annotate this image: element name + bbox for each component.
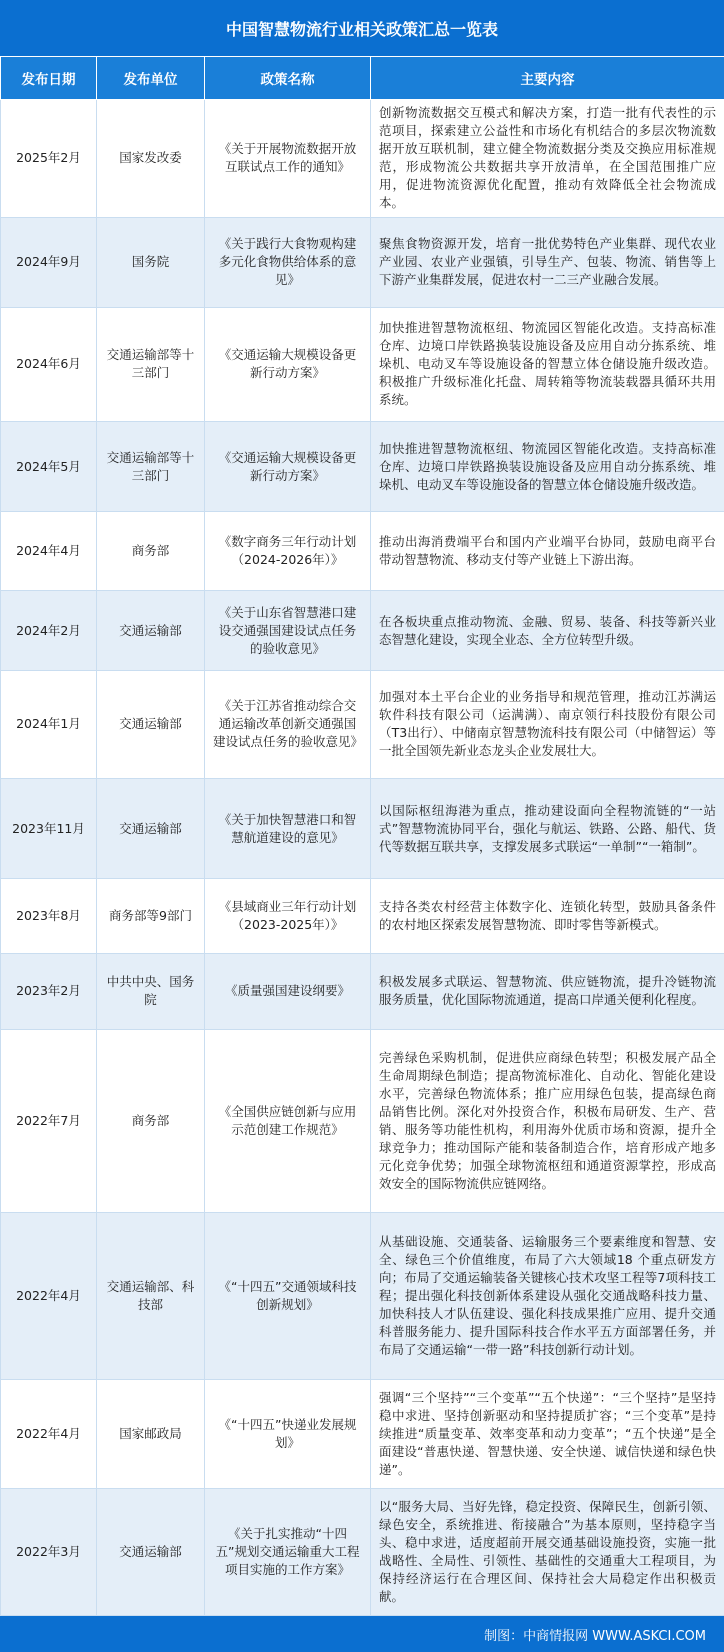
cell-content: 完善绿色采购机制，促进供应商绿色转型；积极发展产品全生命周期绿色制造；提高物流标准化、自动化、智能化建设水平，完善绿色物流体系；推广应用绿色包装，提高绿色商品销售比例。深化对外投资合作，积极布局研发、生产、营销、服务等功能性机构，利用海外优质市场和资源，提升全球竞争力；推动国际产能和装备制造合作，培育形成产地多元化竞争优势；加强全球物流枢纽和通道资源掌控，形成高效安全的国际物流供应链网络。 [371, 1029, 724, 1213]
cell-org: 交通运输部 [97, 591, 205, 670]
table-row [1, 1488, 724, 1615]
cell-content: 加快推进智慧物流枢纽、物流园区智能化改造。支持高标准仓库、边境口岸铁路换装设施设备及应用自动分拣系统、堆垛机、电动叉车等设施设备的智慧立体仓储设施升级改造。积极推广升级标准化托盘、周转箱等物流装载器具循环共用系统。 [371, 307, 724, 422]
cell-org: 交通运输部等十三部门 [97, 422, 205, 512]
cell-date: 2022年4月 [1, 1380, 97, 1489]
cell-policy-name: 《县域商业三年行动计划（2023-2025年）》 [205, 879, 371, 954]
cell-content: 积极发展多式联运、智慧物流、供应链物流，提升冷链物流服务质量，优化国际物流通道，提高口岸通关便利化程度。 [371, 954, 724, 1029]
cell-policy-name: 《关于加快智慧港口和智慧航道建设的意见》 [205, 779, 371, 879]
cell-policy-name: 《“十四五”快递业发展规划》 [205, 1380, 371, 1489]
cell-date: 2023年11月 [1, 779, 97, 879]
table-row [1, 1029, 724, 1213]
cell-content: 在各板块重点推动物流、金融、贸易、装备、科技等新兴业态智慧化建设，实现全业态、全方位转型升级。 [371, 591, 724, 670]
policy-table [0, 56, 724, 1616]
cell-date: 2024年2月 [1, 591, 97, 670]
cell-org: 国家发改委 [97, 100, 205, 218]
cell-content: 支持各类农村经营主体数字化、连锁化转型，鼓励具备条件的农村地区探索发展智慧物流、即时零售等新模式。 [371, 879, 724, 954]
cell-content: 强调“三个坚持”“三个变革”“五个快递”：“三个坚持”是坚持稳中求进、坚持创新驱动和坚持提质扩容；“三个变革”是持续推进“质量变革、效率变革和动力变革”；“五个快递”是全面建设“普惠快递、智慧快递、安全快递、诚信快递和绿色快递”。 [371, 1380, 724, 1489]
cell-policy-name: 《关于山东省智慧港口建设交通强国建设试点任务的验收意见》 [205, 591, 371, 670]
table-row [1, 217, 724, 307]
cell-content: 加快推进智慧物流枢纽、物流园区智能化改造。支持高标准仓库、边境口岸铁路换装设施设备及应用自动分拣系统、堆垛机、电动叉车等设施设备的智慧立体仓储设施升级改造。 [371, 422, 724, 512]
table-row [1, 512, 724, 591]
cell-date: 2023年8月 [1, 879, 97, 954]
table-row [1, 779, 724, 879]
cell-date: 2024年1月 [1, 670, 97, 779]
header-content: 主要内容 [371, 57, 724, 100]
cell-content: 加强对本土平台企业的业务指导和规范管理，推动江苏满运软件科技有限公司（运满满）、南京领行科技股份有限公司（T3出行）、中储南京智慧物流科技有限公司（中储智运）等一批全国领先新业态龙头企业发展壮大。 [371, 670, 724, 779]
cell-content: 聚焦食物资源开发，培育一批优势特色产业集群、现代农业产业园、农业产业强镇，引导生产、包装、物流、销售等上下游产业集群发展，促进农村一二三产业融合发展。 [371, 217, 724, 307]
cell-org: 交通运输部 [97, 670, 205, 779]
cell-policy-name: 《关于江苏省推动综合交通运输改革创新交通强国建设试点任务的验收意见》 [205, 670, 371, 779]
table-row [1, 670, 724, 779]
table-row [1, 879, 724, 954]
page-title: 中国智慧物流行业相关政策汇总一览表 [0, 0, 724, 56]
cell-policy-name: 《质量强国建设纲要》 [205, 954, 371, 1029]
cell-policy-name: 《“十四五”交通领域科技创新规划》 [205, 1213, 371, 1380]
table-row [1, 1380, 724, 1489]
cell-date: 2024年4月 [1, 512, 97, 591]
cell-org: 国家邮政局 [97, 1380, 205, 1489]
table-row [1, 422, 724, 512]
cell-policy-name: 《关于扎实推动“十四五”规划交通运输重大工程项目实施的工作方案》 [205, 1488, 371, 1615]
cell-policy-name: 《交通运输大规模设备更新行动方案》 [205, 307, 371, 422]
cell-policy-name: 《全国供应链创新与应用示范创建工作规范》 [205, 1029, 371, 1213]
table-row [1, 307, 724, 422]
table-row [1, 954, 724, 1029]
cell-org: 商务部等9部门 [97, 879, 205, 954]
table-row [1, 591, 724, 670]
cell-policy-name: 《交通运输大规模设备更新行动方案》 [205, 422, 371, 512]
cell-org: 交通运输部 [97, 1488, 205, 1615]
cell-org: 交通运输部 [97, 779, 205, 879]
header-name: 政策名称 [205, 57, 371, 100]
table-row [1, 1213, 724, 1380]
table-row [1, 100, 724, 218]
cell-content: 以“服务大局、当好先锋，稳定投资、保障民生，创新引领、绿色安全，系统推进、衔接融合”为基本原则，坚持稳字当头、稳中求进，适度超前开展交通基础设施投资，实施一批战略性、全局性、引领性、基础性的交通重大工程项目，为保持经济运行在合理区间、保持社会大局稳定作出积极贡献。 [371, 1488, 724, 1615]
cell-org: 商务部 [97, 1029, 205, 1213]
cell-org: 交通运输部等十三部门 [97, 307, 205, 422]
cell-date: 2024年9月 [1, 217, 97, 307]
header-org: 发布单位 [97, 57, 205, 100]
cell-date: 2023年2月 [1, 954, 97, 1029]
cell-org: 中共中央、国务院 [97, 954, 205, 1029]
table-header-row [1, 57, 724, 100]
cell-content: 创新物流数据交互模式和解决方案，打造一批有代表性的示范项目，探索建立公益性和市场化有机结合的多层次物流数据开放互联机制，建立健全物流数据分类及交换应用标准规范，形成物流公共数据共享开放清单，在全国范围推广应用，促进物流资源优化配置，推动有效降低全社会物流成本。 [371, 100, 724, 218]
cell-policy-name: 《关于践行大食物观构建多元化食物供给体系的意见》 [205, 217, 371, 307]
cell-content: 推动出海消费端平台和国内产业端平台协同，鼓励电商平台带动智慧物流、移动支付等产业链上下游出海。 [371, 512, 724, 591]
cell-date: 2024年6月 [1, 307, 97, 422]
cell-policy-name: 《关于开展物流数据开放互联试点工作的通知》 [205, 100, 371, 218]
cell-content: 从基础设施、交通装备、运输服务三个要素维度和智慧、安全、绿色三个价值维度，布局了六大领域18 个重点研发方向；布局了交通运输装备关键核心技术攻坚工程等7项科技工程；提出强化科技创新体系建设从强化交通战略科技力量、加快科技人才队伍建设、强化科技成果推广应用、提升交通科普服务能力、提升国际科技合作水平五方面部署任务，并布局了交通运输“一带一路”科技创新行动计划。 [371, 1213, 724, 1380]
header-date: 发布日期 [1, 57, 97, 100]
cell-policy-name: 《数字商务三年行动计划（2024-2026年）》 [205, 512, 371, 591]
cell-org: 交通运输部、科技部 [97, 1213, 205, 1380]
cell-date: 2022年3月 [1, 1488, 97, 1615]
cell-org: 商务部 [97, 512, 205, 591]
cell-date: 2024年5月 [1, 422, 97, 512]
source-credit: 制图：中商情报网 WWW.ASKCI.COM [0, 1616, 724, 1652]
cell-date: 2022年7月 [1, 1029, 97, 1213]
cell-org: 国务院 [97, 217, 205, 307]
cell-content: 以国际枢纽海港为重点，推动建设面向全程物流链的“一站式”智慧物流协同平台，强化与航运、铁路、公路、船代、货代等数据互联共享，支撑发展多式联运“一单制”“一箱制”。 [371, 779, 724, 879]
cell-date: 2025年2月 [1, 100, 97, 218]
cell-date: 2022年4月 [1, 1213, 97, 1380]
